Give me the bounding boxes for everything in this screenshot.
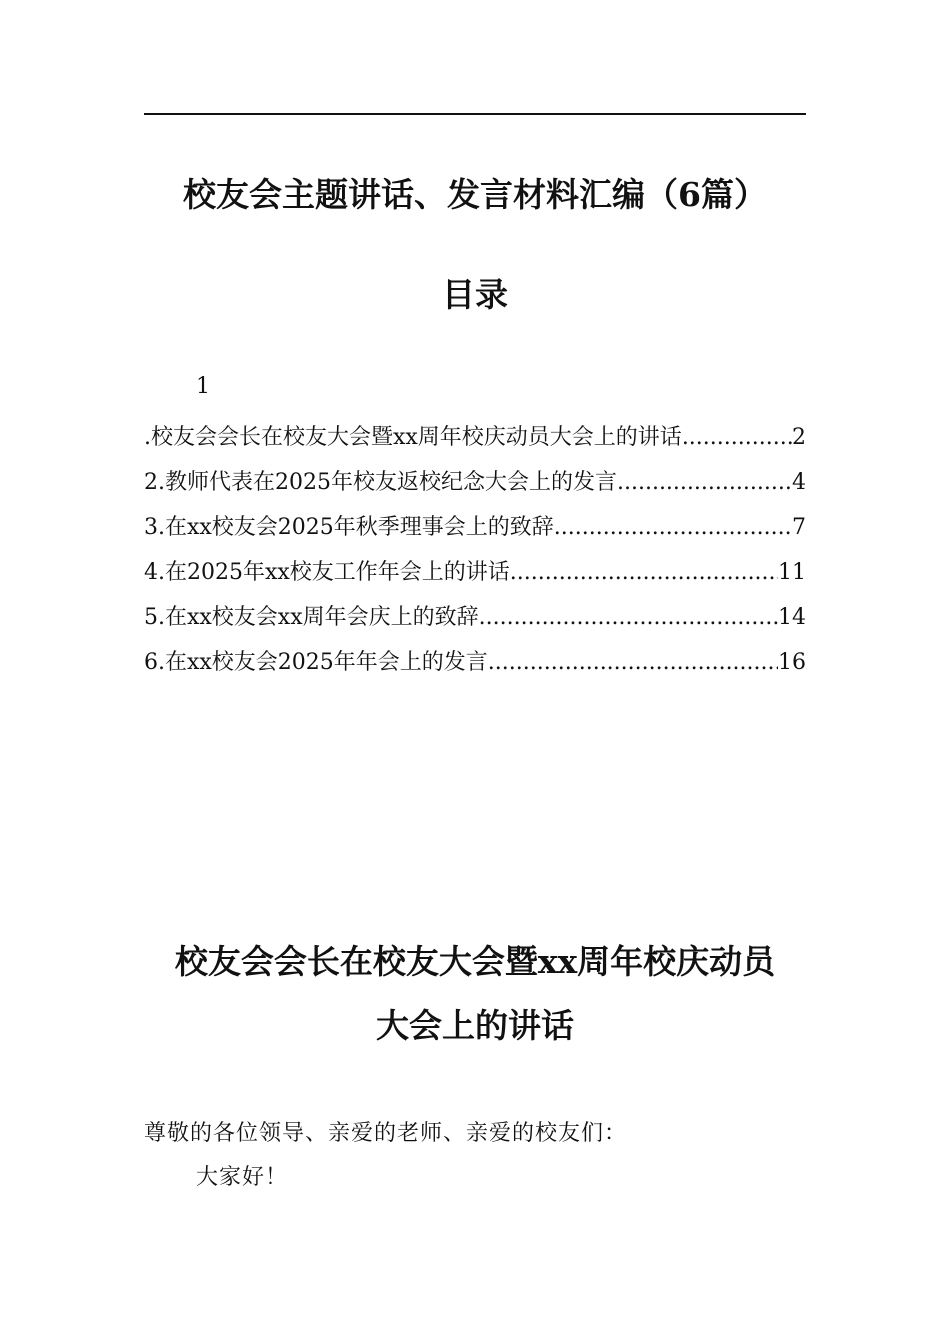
document-title: 校友会主题讲话、发言材料汇编（6篇） [183, 175, 767, 214]
toc-entry[interactable] [144, 595, 806, 640]
toc-wrapped-number: 1 [196, 374, 210, 399]
toc-entry-title: 5.在xx校友会xx周年会庆上的致辞 [144, 605, 479, 630]
section-title [144, 930, 806, 1058]
table-of-contents [144, 415, 806, 685]
toc-entry-title: .校友会会长在校友大会暨xx周年校庆动员大会上的讲话 [144, 425, 682, 450]
toc-entry[interactable] [144, 640, 806, 685]
toc-entry[interactable] [144, 415, 806, 460]
speech-salutation: 尊敬的各位领导、亲爱的老师、亲爱的校友们： [144, 1121, 628, 1146]
toc-entry[interactable] [144, 505, 806, 550]
section-title-line-2: 大会上的讲话 [376, 1006, 574, 1045]
toc-entry-page: 11 [778, 560, 806, 585]
toc-entry-title: 2.教师代表在2025年校友返校纪念大会上的发言 [144, 470, 617, 495]
toc-entry-page: 16 [778, 650, 806, 675]
speech-greeting: 大家好！ [196, 1165, 289, 1190]
toc-leader-dots [682, 415, 792, 460]
toc-entry-title: 4.在2025年xx校友工作年会上的讲话 [144, 560, 510, 585]
toc-entry-title: 6.在xx校友会2025年年会上的发言 [144, 650, 488, 675]
toc-leader-dots [510, 550, 778, 595]
toc-entry-page: 14 [778, 605, 806, 630]
toc-leader-dots [488, 640, 778, 685]
toc-entry-page: 7 [792, 515, 806, 540]
toc-entry-title: 3.在xx校友会2025年秋季理事会上的致辞 [144, 515, 554, 540]
toc-heading: 目录 [442, 275, 508, 314]
header-rule [144, 113, 806, 115]
toc-entry[interactable] [144, 550, 806, 595]
toc-leader-dots [554, 505, 792, 550]
toc-entry[interactable] [144, 460, 806, 505]
section-title-line-1: 校友会会长在校友大会暨xx周年校庆动员 [174, 942, 776, 981]
toc-leader-dots [617, 460, 792, 505]
toc-leader-dots [479, 595, 778, 640]
toc-entry-page: 4 [792, 470, 806, 495]
toc-entry-page: 2 [792, 425, 806, 450]
